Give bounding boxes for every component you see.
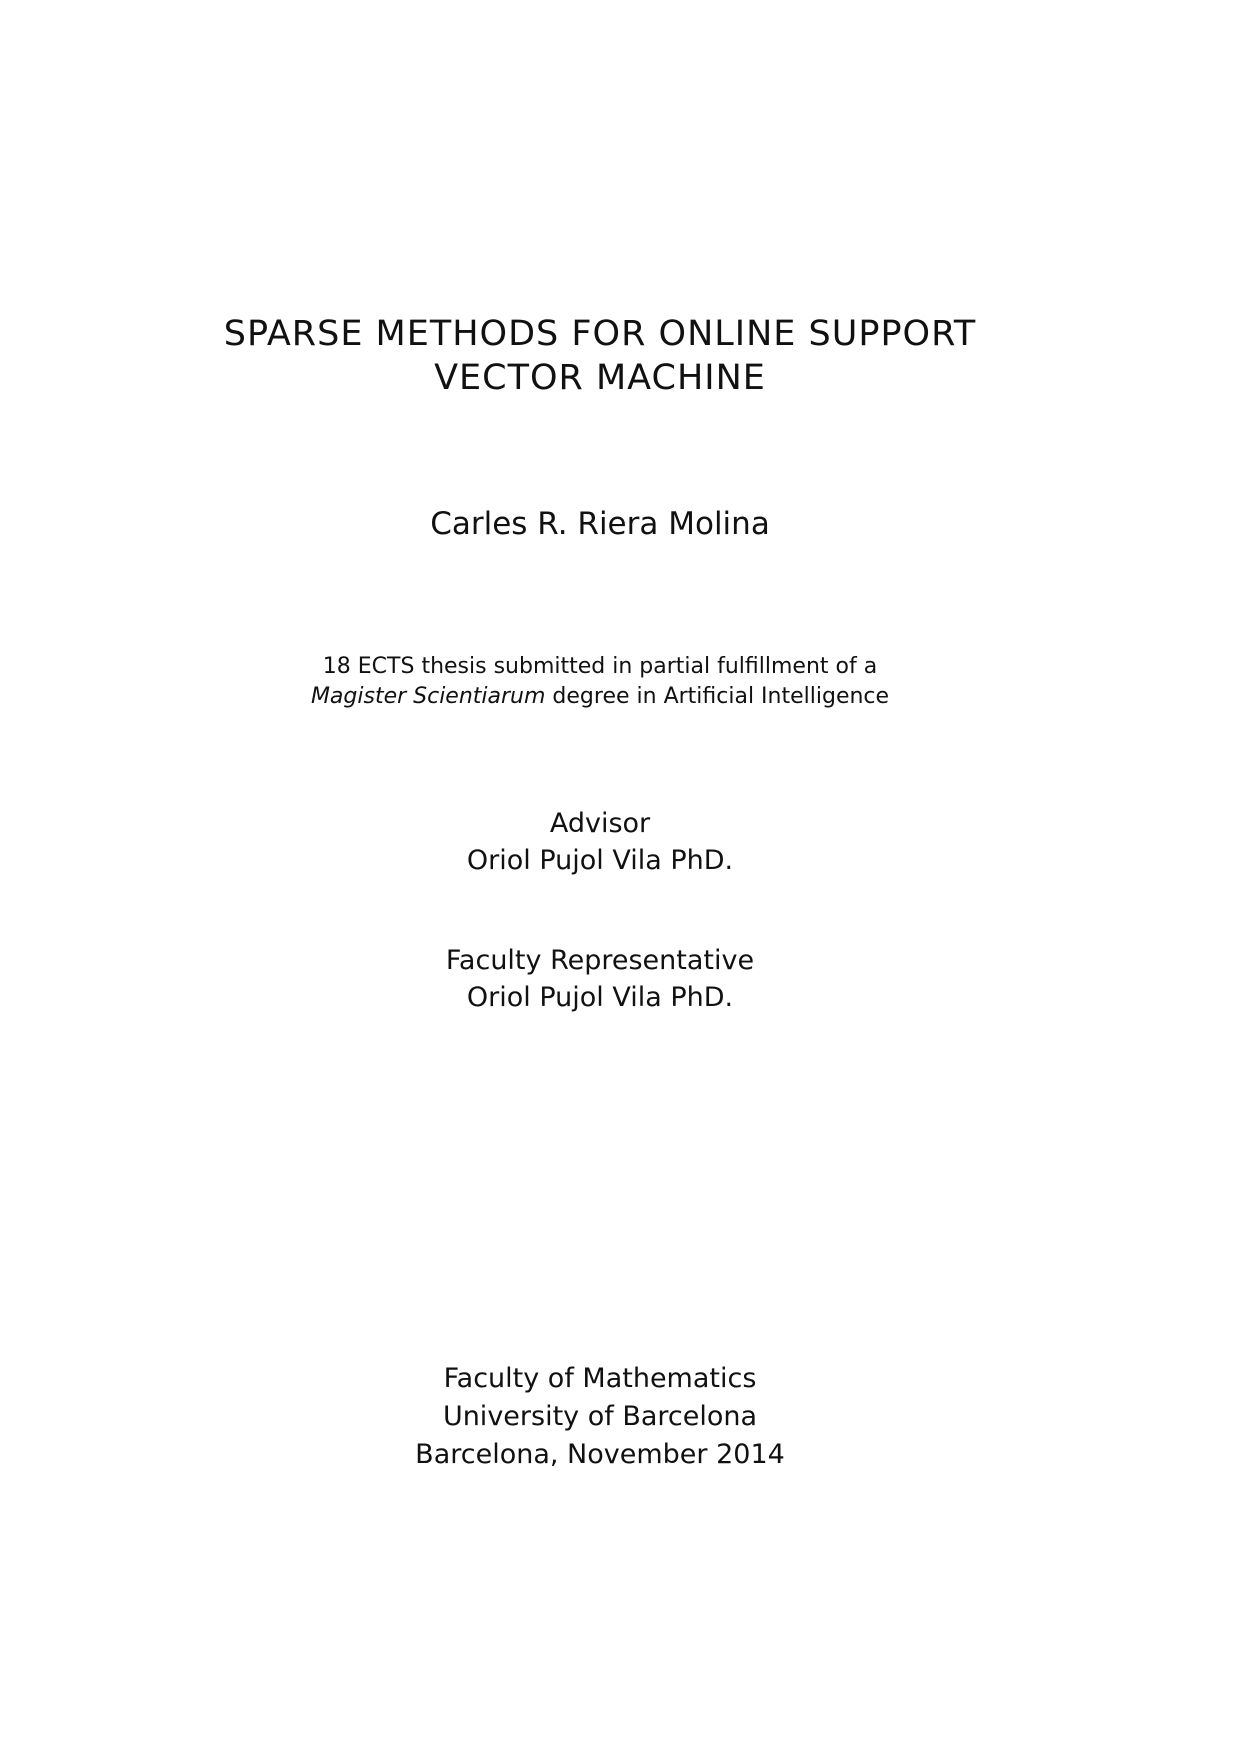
thesis-title-line-1: SPARSE METHODS FOR ONLINE SUPPORT [223,314,977,354]
degree-statement-line-2 [0,682,1200,712]
thesis-title-line-2: VECTOR MACHINE [434,358,766,398]
degree-statement [0,652,1200,712]
faculty-representative-name: Oriol Pujol Vila PhD. [466,982,734,1013]
degree-statement-line-1: 18 ECTS thesis submitted in partial fulfillment of a [322,654,878,679]
faculty-name: Faculty of Mathematics [443,1363,757,1394]
faculty-representative-label: Faculty Representative [445,945,755,976]
advisor-name: Oriol Pujol Vila PhD. [466,845,734,876]
degree-field: degree in Artificial Intelligence [545,684,890,709]
degree-name-italic: Magister Scientiarum [310,684,546,709]
university-name: University of Barcelona [442,1401,758,1432]
advisor-block [0,805,1200,879]
author-name: Carles R. Riera Molina [430,506,770,542]
place-and-date: Barcelona, November 2014 [415,1439,785,1470]
institution-block [0,1360,1200,1474]
faculty-representative-block [0,942,1200,1016]
advisor-label: Advisor [549,808,651,839]
thesis-title [0,312,1200,400]
